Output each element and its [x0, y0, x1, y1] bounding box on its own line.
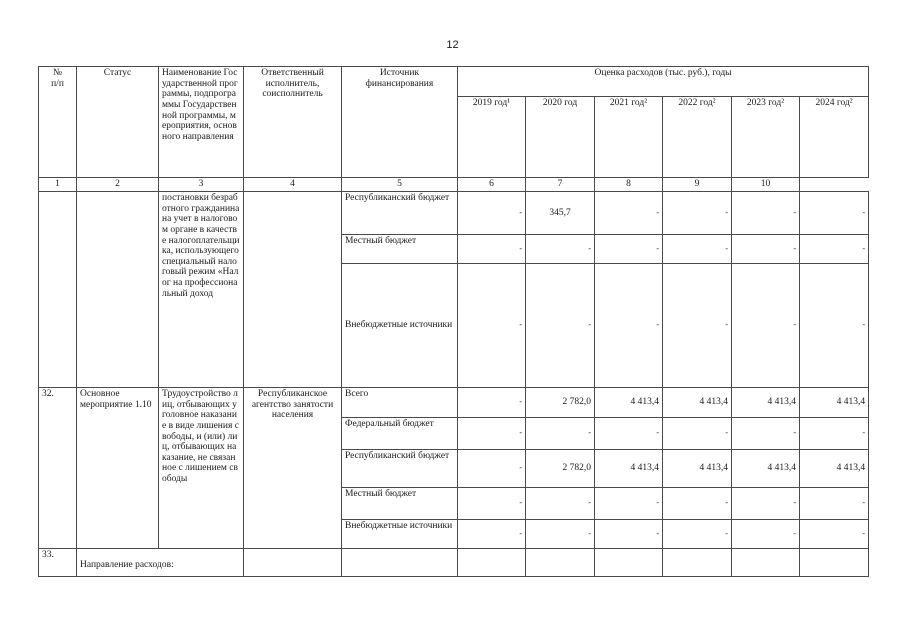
- status-cell: [77, 192, 159, 388]
- value-cell: -: [595, 235, 663, 264]
- status-cell: Основное мероприятие 1.10: [77, 388, 159, 549]
- header-executor: Ответственный исполнитель, соисполнитель: [244, 67, 342, 178]
- value-cell: -: [458, 488, 526, 520]
- col-index: 5: [342, 178, 458, 192]
- value-cell: -: [800, 520, 869, 549]
- col-index: 8: [595, 178, 663, 192]
- value-cell: 4 413,4: [800, 388, 869, 418]
- header-name: Наименование Государственной программы, подпрограммы Государственной программы, мероприятия, основного направления: [159, 67, 244, 178]
- value-cell: 4 413,4: [800, 450, 869, 488]
- value-cell: -: [526, 520, 595, 549]
- table-row: [39, 192, 869, 235]
- header-source: Источник финансирования: [342, 67, 458, 178]
- value-cell: -: [800, 418, 869, 450]
- value-cell: [458, 549, 526, 577]
- value-cell: -: [458, 264, 526, 388]
- value-cell: -: [526, 488, 595, 520]
- expense-direction-cell: Направление расходов:: [77, 549, 244, 577]
- source-cell: Внебюджетные источники: [342, 264, 458, 388]
- value-cell: -: [458, 388, 526, 418]
- name-cell: Трудоустройство лиц, отбывающих уголовное наказание в виде лишения свободы, и (или) лиц, отбывающих наказание, не связанное с лишением свободы: [159, 388, 244, 549]
- value-cell: -: [732, 264, 800, 388]
- value-cell: -: [663, 264, 732, 388]
- column-index-row: [39, 178, 869, 192]
- header-num: № п/п: [39, 67, 77, 178]
- header-estimate: Оценка расходов (тыс. руб.), годы: [458, 67, 869, 97]
- value-cell: -: [663, 520, 732, 549]
- header-year-2024: 2024 год²: [800, 97, 869, 178]
- col-index: 3: [159, 178, 244, 192]
- col-index: 7: [526, 178, 595, 192]
- source-cell: Всего: [342, 388, 458, 418]
- header-year-2021: 2021 год²: [595, 97, 663, 178]
- value-cell: 345,7: [526, 192, 595, 235]
- executor-cell: Республиканское агентство занятости населения: [244, 388, 342, 549]
- source-cell: Республиканский бюджет: [342, 450, 458, 488]
- page-number: 12: [446, 39, 459, 51]
- value-cell: -: [526, 235, 595, 264]
- value-cell: -: [595, 488, 663, 520]
- value-cell: -: [732, 488, 800, 520]
- value-cell: 2 782,0: [526, 388, 595, 418]
- value-cell: 2 782,0: [526, 450, 595, 488]
- header-status: Статус: [77, 67, 159, 178]
- value-cell: [663, 549, 732, 577]
- col-index: 2: [77, 178, 159, 192]
- num-cell: 32.: [39, 388, 77, 549]
- name-cell: постановки безработного гражданина на учет в налоговом органе в качестве налогоплательщика, использующего специальный налоговый режим «Налог на профессиональный доход: [159, 192, 244, 388]
- value-cell: -: [800, 192, 869, 235]
- value-cell: 4 413,4: [732, 388, 800, 418]
- col-index: 6: [458, 178, 526, 192]
- value-cell: -: [800, 488, 869, 520]
- value-cell: -: [663, 235, 732, 264]
- header-year-2023: 2023 год²: [732, 97, 800, 178]
- source-cell: Местный бюджет: [342, 488, 458, 520]
- value-cell: -: [595, 192, 663, 235]
- value-cell: -: [458, 450, 526, 488]
- value-cell: -: [732, 192, 800, 235]
- col-index: 10: [732, 178, 800, 192]
- source-cell: Местный бюджет: [342, 235, 458, 264]
- value-cell: -: [458, 192, 526, 235]
- executor-cell: [244, 192, 342, 388]
- value-cell: [732, 549, 800, 577]
- header-year-2022: 2022 год²: [663, 97, 732, 178]
- value-cell: -: [595, 264, 663, 388]
- value-cell: -: [458, 520, 526, 549]
- col-index: 9: [663, 178, 732, 192]
- value-cell: 4 413,4: [663, 450, 732, 488]
- value-cell: -: [526, 418, 595, 450]
- num-cell: 33.: [39, 549, 77, 577]
- col-index: 4: [244, 178, 342, 192]
- num-cell: [39, 192, 77, 388]
- value-cell: -: [595, 418, 663, 450]
- value-cell: -: [732, 235, 800, 264]
- value-cell: -: [732, 418, 800, 450]
- table-row: [39, 549, 869, 577]
- executor-cell: [244, 549, 342, 577]
- value-cell: -: [458, 418, 526, 450]
- table-row: [39, 388, 869, 418]
- value-cell: -: [663, 192, 732, 235]
- value-cell: -: [663, 488, 732, 520]
- value-cell: 4 413,4: [595, 388, 663, 418]
- value-cell: -: [800, 264, 869, 388]
- value-cell: -: [800, 235, 869, 264]
- value-cell: 4 413,4: [732, 450, 800, 488]
- header-year-2020: 2020 год: [526, 97, 595, 178]
- source-cell: Республиканский бюджет: [342, 192, 458, 235]
- value-cell: [595, 549, 663, 577]
- value-cell: 4 413,4: [663, 388, 732, 418]
- budget-table: [38, 66, 869, 577]
- value-cell: [800, 549, 869, 577]
- value-cell: [526, 549, 595, 577]
- source-cell: Федеральный бюджет: [342, 418, 458, 450]
- value-cell: -: [595, 520, 663, 549]
- value-cell: -: [732, 520, 800, 549]
- value-cell: 4 413,4: [595, 450, 663, 488]
- value-cell: -: [458, 235, 526, 264]
- header-year-2019: 2019 год¹: [458, 97, 526, 178]
- value-cell: -: [526, 264, 595, 388]
- source-cell: Внебюджетные источники: [342, 520, 458, 549]
- col-index: 1: [39, 178, 77, 192]
- value-cell: -: [663, 418, 732, 450]
- source-cell: [342, 549, 458, 577]
